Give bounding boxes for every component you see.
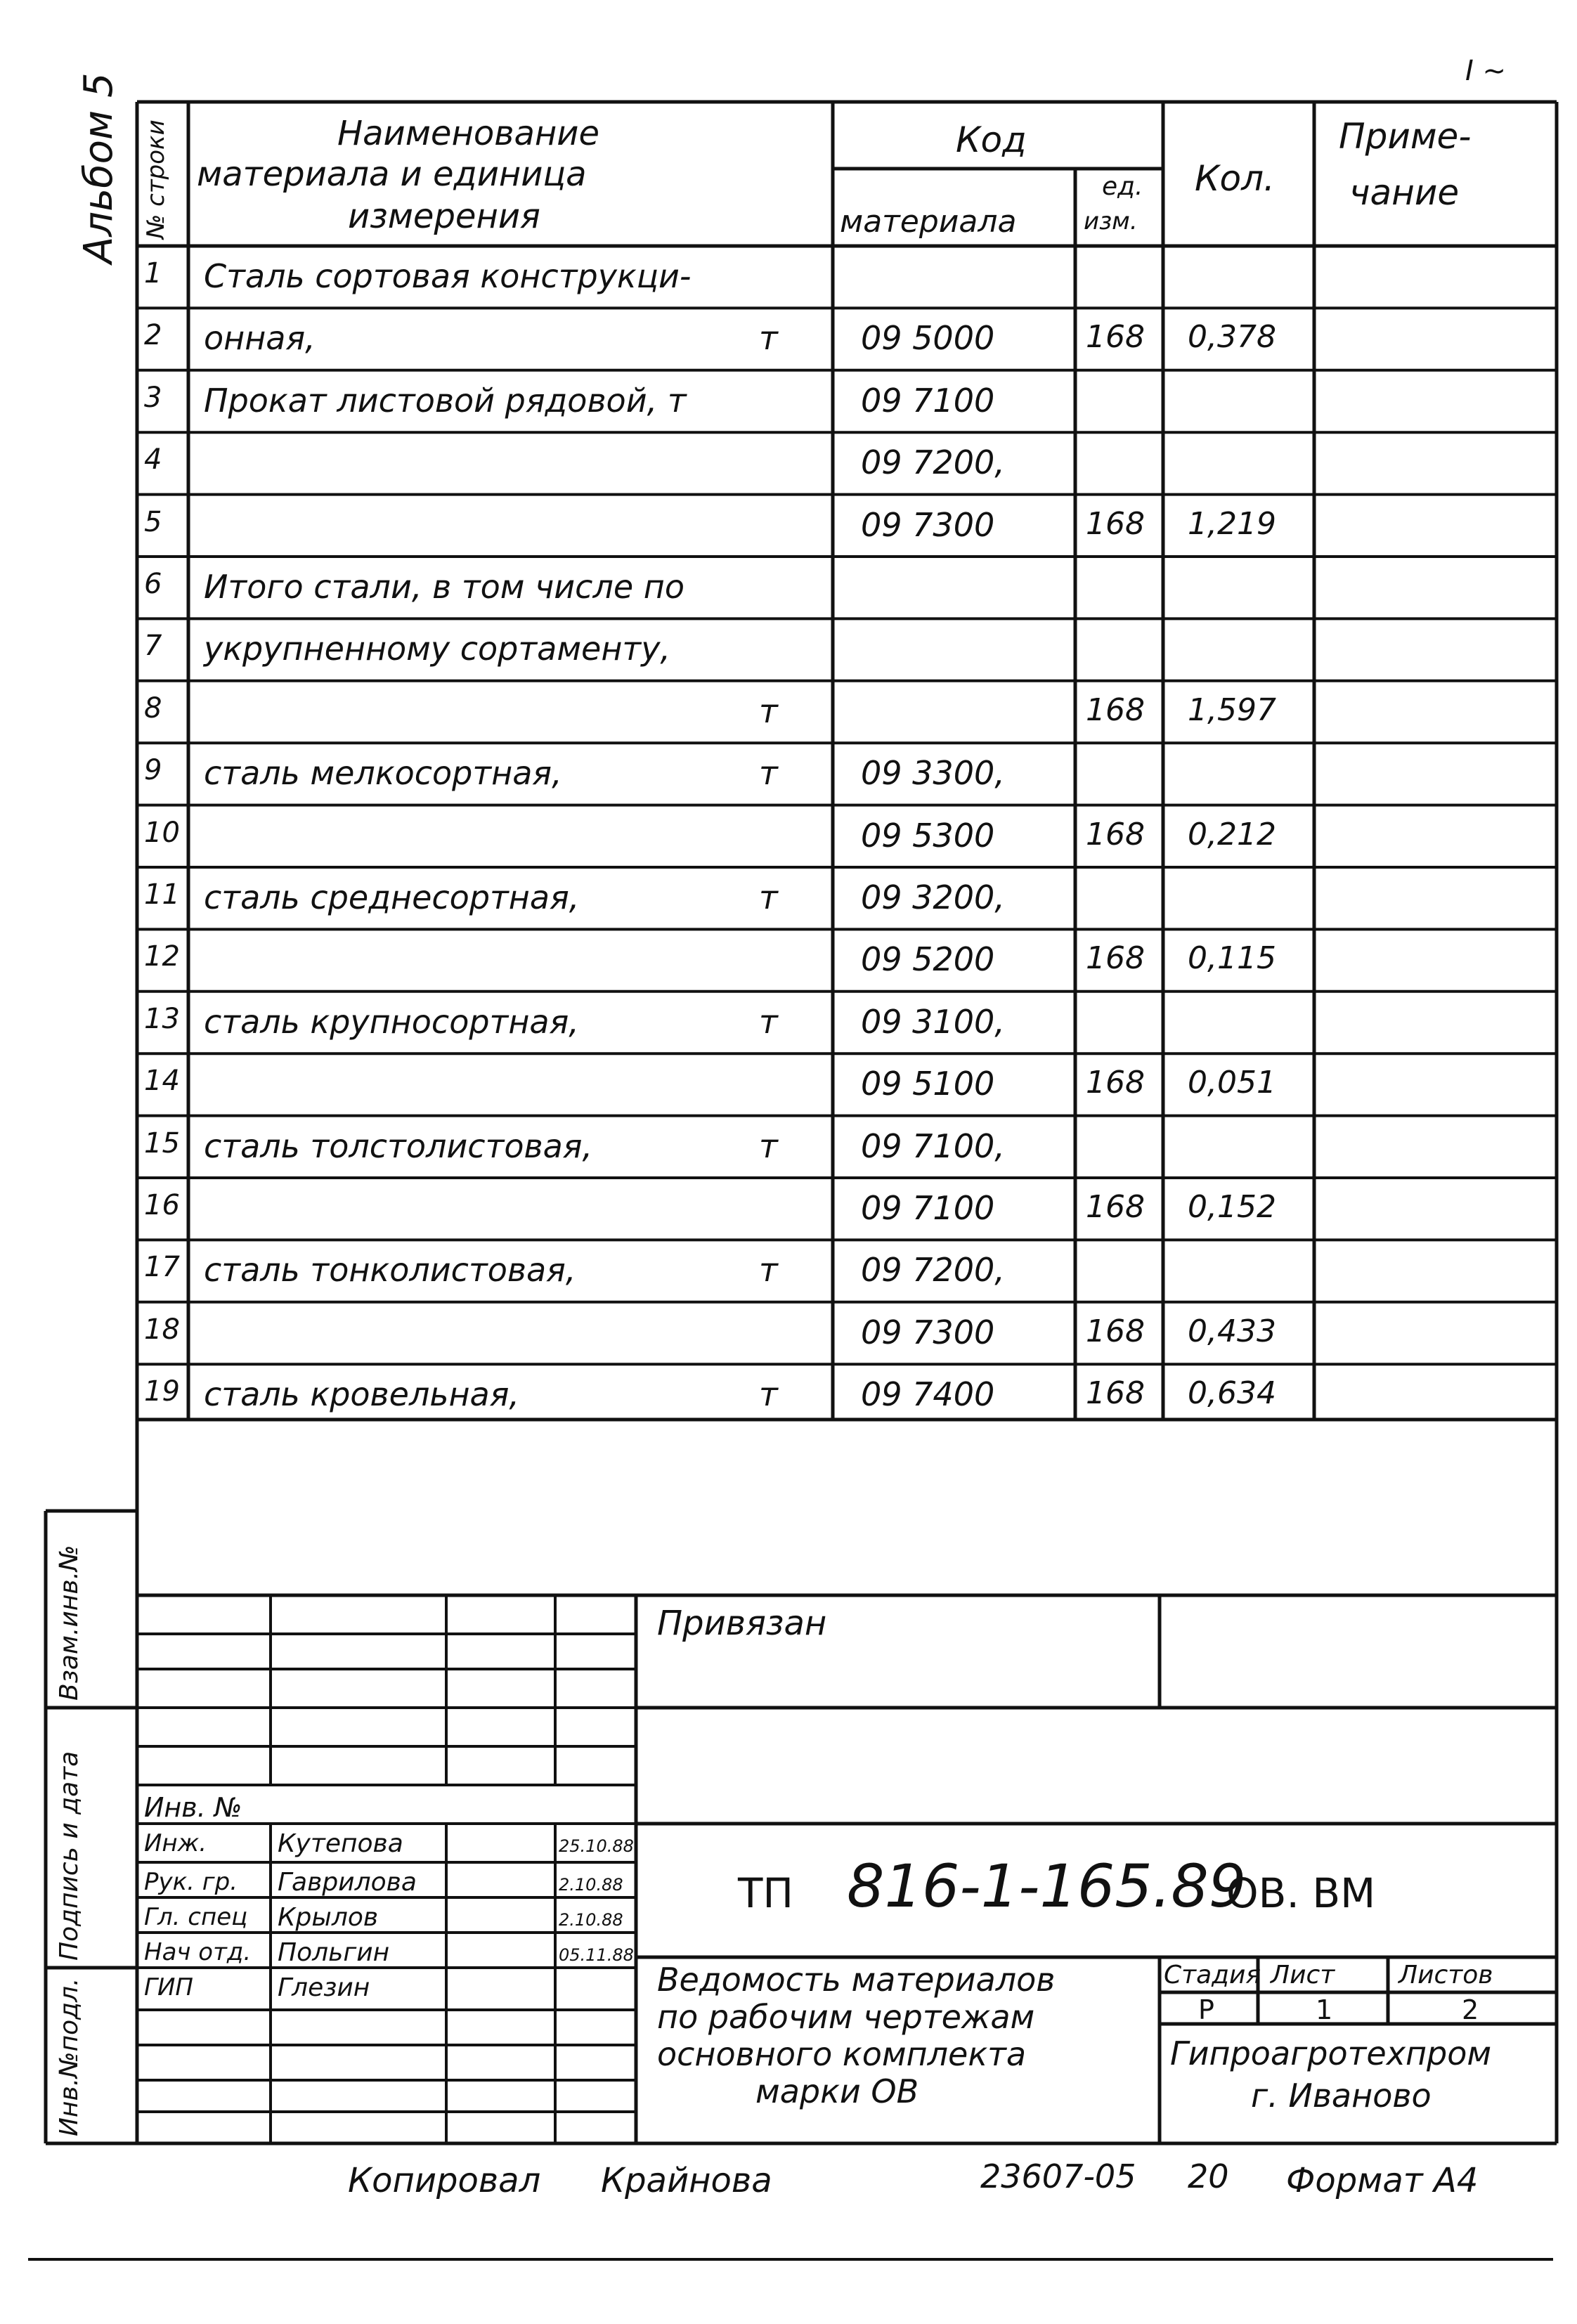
material-name: Итого стали, в том числе по: [204, 568, 685, 606]
project-code: 816-1-165.89: [847, 1852, 1247, 1921]
row-number: 11: [144, 878, 180, 911]
header-name-line2: материала и единица: [197, 155, 587, 194]
signatory-role: Гл. спец: [144, 1903, 248, 1931]
material-code: 09 5100: [861, 1065, 995, 1103]
paper-format: Формат А4: [1286, 2161, 1479, 2200]
signatory-name: Польгин: [278, 1938, 390, 1967]
quantity: 0,115: [1188, 940, 1276, 977]
material-unit: т: [759, 1002, 778, 1041]
project-suffix: ОВ. ВМ: [1226, 1869, 1376, 1917]
row-number: 15: [144, 1127, 180, 1160]
document-title-line-3: основного комплекта: [657, 2035, 1027, 2073]
material-name: сталь тонколистовая,: [204, 1251, 576, 1290]
header-qty: Кол.: [1195, 158, 1275, 199]
header-code-unit-2: изм.: [1084, 207, 1138, 235]
signatory-name: Крылов: [278, 1903, 379, 1932]
material-name: сталь мелкосортная,: [204, 754, 562, 793]
material-name: онная,: [204, 319, 316, 358]
material-name: сталь среднесортная,: [204, 878, 580, 916]
signatory-role: Рук. гр.: [144, 1868, 238, 1896]
signatory-name: Глезин: [278, 1973, 370, 2002]
sheets-label: Листов: [1398, 1961, 1493, 1989]
row-number: 18: [144, 1313, 180, 1346]
row-number: 12: [144, 940, 180, 973]
page-number: 20: [1188, 2157, 1229, 2195]
material-name: Прокат листовой рядовой, т: [204, 381, 687, 420]
material-code: 09 7100,: [861, 1127, 1005, 1165]
row-number: 13: [144, 1002, 180, 1035]
document-title-line-4: марки ОВ: [755, 2072, 919, 2110]
row-number: 5: [144, 505, 162, 538]
quantity: 0,152: [1188, 1189, 1276, 1225]
sheet-value: 1: [1316, 1994, 1333, 2025]
quantity: 1,597: [1188, 692, 1276, 728]
material-unit: т: [759, 319, 778, 358]
row-number: 1: [144, 257, 162, 290]
row-number: 9: [144, 754, 162, 787]
signature-date: 05.11.88: [559, 1945, 634, 1965]
quantity: 0,378: [1188, 319, 1276, 356]
stage-value: Р: [1198, 1994, 1214, 2025]
material-unit: т: [759, 754, 778, 793]
material-code: 09 5300: [861, 816, 995, 855]
order-number: 23607-05: [980, 2157, 1136, 2195]
document-title-line-1: Ведомость материалов: [657, 1961, 1056, 1999]
privyazan-label: Привязан: [657, 1604, 827, 1643]
document-title-line-2: по рабочим чертежам: [657, 1998, 1035, 2036]
material-unit: т: [759, 878, 778, 916]
row-number: 10: [144, 816, 180, 849]
row-number: 8: [144, 692, 162, 725]
header-name-line3: измерения: [348, 197, 540, 236]
project-prefix: ТП: [738, 1869, 794, 1917]
quantity: 0,634: [1188, 1375, 1276, 1412]
sheet-label: Лист: [1271, 1961, 1335, 1989]
side-label-vzam: Взам.инв.№: [55, 1545, 84, 1701]
row-number: 6: [144, 568, 162, 600]
material-code: 09 7200,: [861, 443, 1005, 482]
row-number: 16: [144, 1189, 180, 1221]
unit-code: 168: [1086, 816, 1145, 852]
row-number: 4: [144, 443, 162, 476]
sheet-mark: I ~: [1465, 55, 1507, 87]
quantity: 0,051: [1188, 1065, 1276, 1101]
material-name: сталь кровельная,: [204, 1375, 520, 1414]
quantity: 1,219: [1188, 505, 1276, 542]
header-name-line1: Наименование: [337, 114, 600, 153]
row-number: 14: [144, 1065, 180, 1098]
signatory-role: Нач отд.: [144, 1938, 252, 1966]
material-name: укрупненному сортаменту,: [204, 630, 671, 668]
quantity: 0,212: [1188, 816, 1276, 852]
organization-city: г. Иваново: [1251, 2077, 1432, 2115]
copied-name: Крайнова: [601, 2161, 772, 2200]
material-unit: т: [759, 1375, 778, 1414]
material-code: 09 3100,: [861, 1002, 1005, 1041]
signature-date: 25.10.88: [559, 1836, 634, 1856]
row-number: 2: [144, 319, 162, 352]
row-number: 17: [144, 1251, 180, 1284]
material-code: 09 7100: [861, 1189, 995, 1227]
signatory-role: Инж.: [144, 1829, 207, 1857]
material-name: Сталь сортовая конструкци-: [204, 257, 692, 295]
unit-code: 168: [1086, 692, 1145, 728]
unit-code: 168: [1086, 940, 1145, 977]
material-code: 09 7300: [861, 1313, 995, 1351]
material-name: сталь толстолистовая,: [204, 1127, 593, 1165]
material-unit: т: [759, 1127, 778, 1165]
album-label: Альбом 5: [76, 72, 122, 264]
material-code: 09 5000: [861, 319, 995, 358]
side-label-podpis: Подпись и дата: [55, 1751, 84, 1961]
unit-code: 168: [1086, 1189, 1145, 1225]
material-unit: т: [759, 1251, 778, 1290]
header-row-number: № строки: [142, 119, 170, 239]
material-code: 09 7100: [861, 381, 995, 420]
header-note-2: чание: [1349, 172, 1460, 213]
unit-code: 168: [1086, 1375, 1145, 1412]
material-name: сталь крупносортная,: [204, 1002, 579, 1041]
sheets-value: 2: [1462, 1994, 1479, 2025]
signature-date: 2.10.88: [559, 1910, 623, 1930]
material-code: 09 3300,: [861, 754, 1005, 793]
signatory-name: Кутепова: [278, 1829, 403, 1858]
material-code: 09 7200,: [861, 1251, 1005, 1290]
organization-name: Гипроагротехпром: [1170, 2034, 1492, 2072]
material-code: 09 3200,: [861, 878, 1005, 916]
signature-date: 2.10.88: [559, 1875, 623, 1895]
side-label-inv-podl: Инв.№подл.: [55, 1978, 84, 2136]
unit-code: 168: [1086, 1313, 1145, 1349]
row-number: 3: [144, 381, 162, 414]
quantity: 0,433: [1188, 1313, 1276, 1349]
inventory-number-label: Инв. №: [144, 1792, 242, 1823]
signatory-name: Гаврилова: [278, 1868, 417, 1897]
material-code: 09 7400: [861, 1375, 995, 1414]
header-code: Код: [956, 119, 1027, 160]
material-code: 09 7300: [861, 505, 995, 544]
unit-code: 168: [1086, 1065, 1145, 1101]
header-note-1: Приме-: [1339, 116, 1472, 157]
copied-label: Копировал: [348, 2161, 541, 2200]
header-code-unit-1: ед.: [1102, 172, 1143, 201]
material-unit: т: [759, 692, 778, 730]
signatory-role: ГИП: [144, 1973, 193, 2001]
unit-code: 168: [1086, 505, 1145, 542]
row-number: 19: [144, 1375, 180, 1408]
unit-code: 168: [1086, 319, 1145, 356]
material-code: 09 5200: [861, 940, 995, 979]
header-code-material: материала: [840, 204, 1017, 240]
row-number: 7: [144, 630, 162, 663]
stage-label: Стадия: [1164, 1961, 1261, 1989]
